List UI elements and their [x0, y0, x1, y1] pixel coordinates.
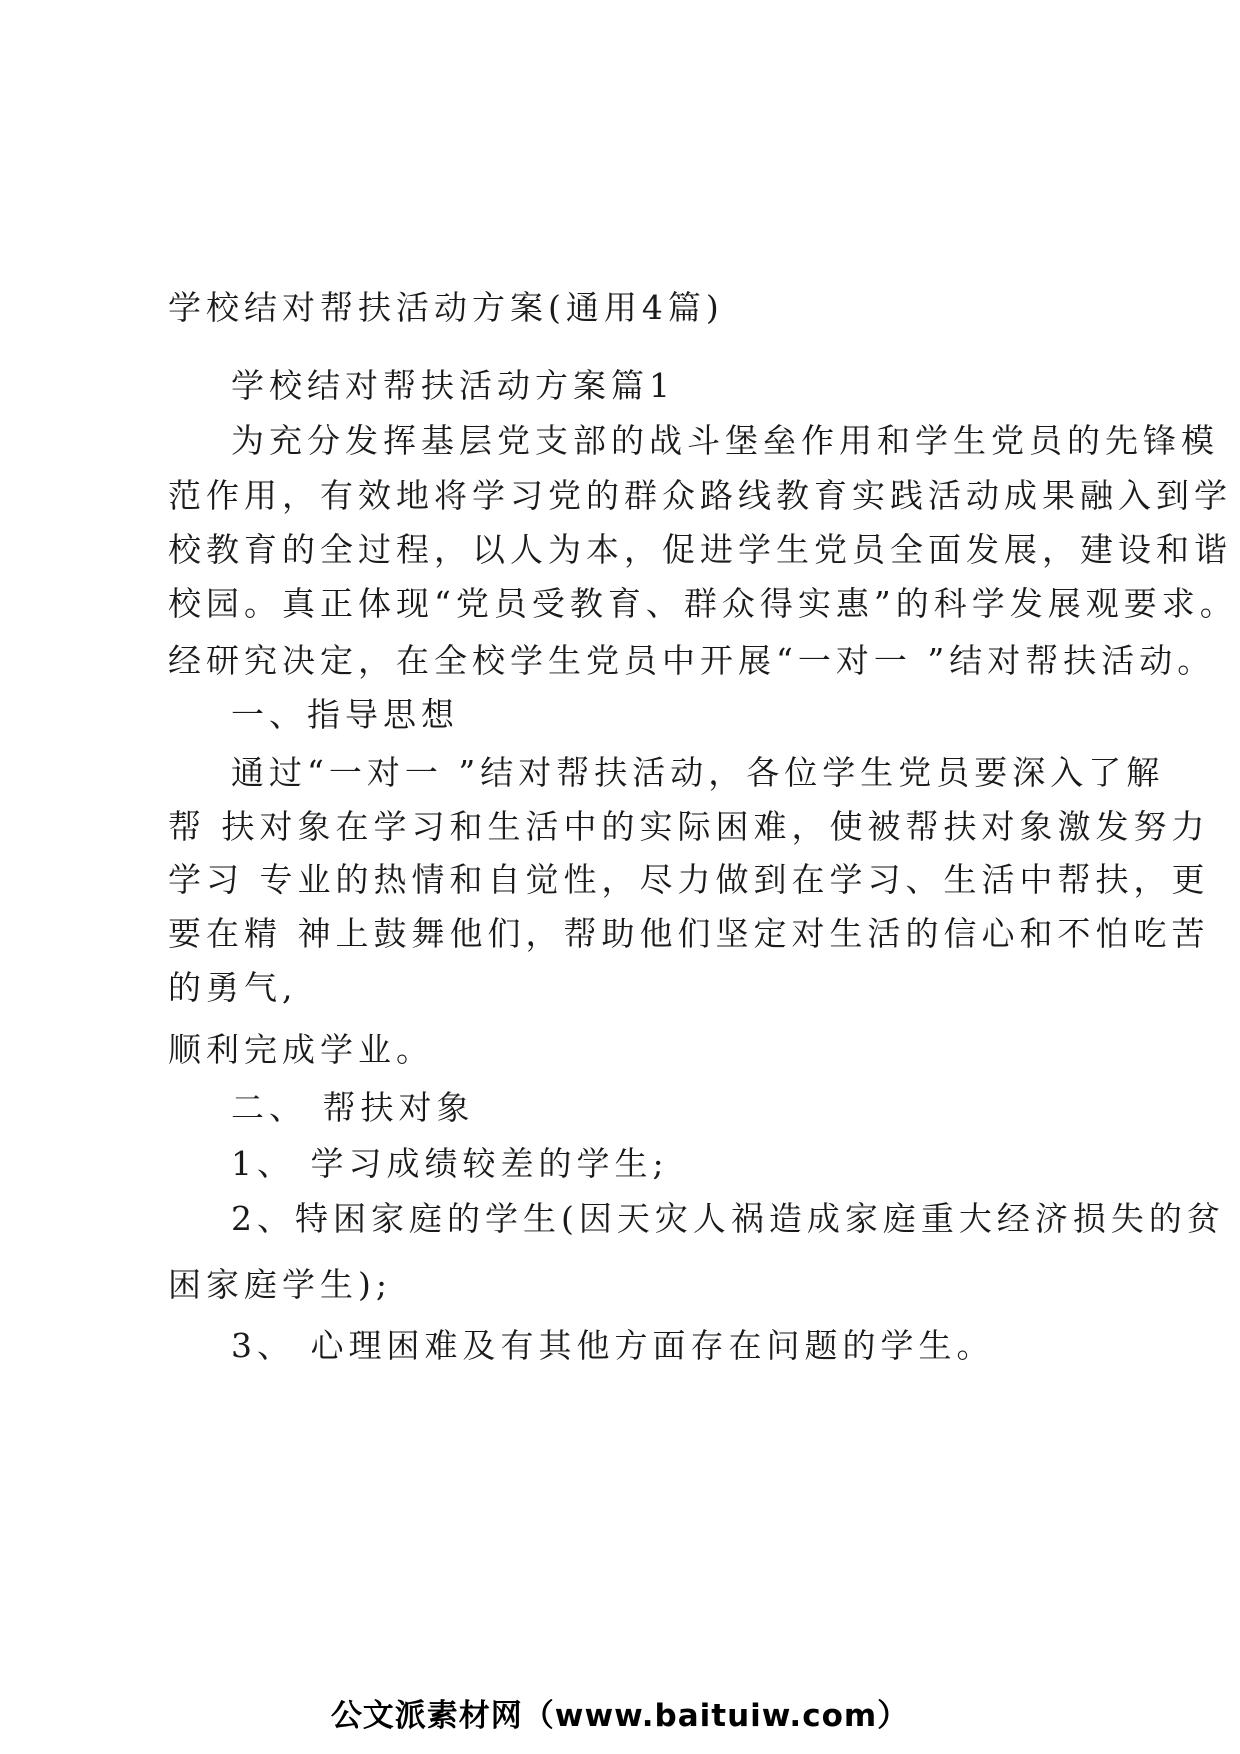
- target-item: 困家庭学生);: [168, 1265, 392, 1304]
- guiding-line: 通过“一对一 ”结对帮扶活动，各位学生党员要深入了解: [231, 753, 1165, 792]
- guiding-line: 顺利完成学业。: [168, 1030, 434, 1069]
- intro-line: 为充分发挥基层党支部的战斗堡垒作用和学生党员的先锋模: [231, 421, 1219, 460]
- guiding-line: 帮 扶对象在学习和生活中的实际困难，使被帮扶对象激发努力: [168, 807, 1210, 846]
- target-item: 2、特困家庭的学生(因天灾人祸造成家庭重大经济损失的贫: [231, 1199, 1225, 1238]
- guiding-line: 学习 专业的热情和自觉性，尽力做到在学习、生活中帮扶，更: [168, 860, 1210, 899]
- intro-line: 经研究决定，在全校学生党员中开展“一对一 ”结对帮扶活动。: [168, 641, 1216, 680]
- heading-help-targets: 二、 帮扶对象: [231, 1088, 475, 1127]
- guiding-line: 的勇气,: [168, 968, 298, 1007]
- guiding-line: 要在精 神上鼓舞他们，帮助他们坚定对生活的信心和不怕吃苦: [168, 914, 1210, 953]
- section-heading: 学校结对帮扶活动方案篇1: [231, 366, 675, 405]
- intro-line: 校园。真正体现“党员受教育、群众得实惠”的科学发展观要求。: [168, 584, 1238, 623]
- document-title: 学校结对帮扶活动方案(通用4篇): [168, 288, 724, 327]
- intro-line: 校教育的全过程，以人为本，促进学生党员全面发展，建设和谐: [168, 530, 1232, 569]
- heading-guiding-thought: 一、指导思想: [231, 695, 459, 734]
- intro-line: 范作用，有效地将学习党的群众路线教育实践活动成果融入到学: [168, 476, 1232, 515]
- target-item: 3、 心理困难及有其他方面存在问题的学生。: [231, 1326, 995, 1365]
- target-item: 1、 学习成绩较差的学生;: [231, 1144, 669, 1183]
- footer-watermark: 公文派素材网（www.baituiw.com）: [330, 1698, 910, 1734]
